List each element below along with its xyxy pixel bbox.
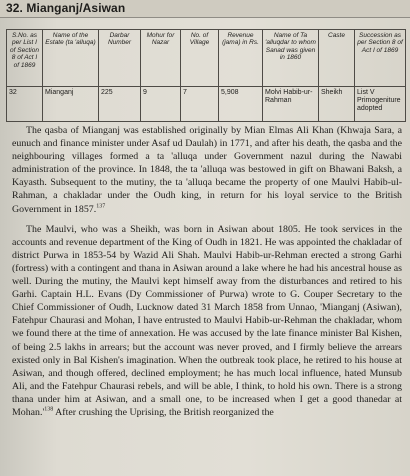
cell-taalluqdar: Molvi Habib-ur-Rahman: [263, 87, 319, 122]
cell-mohur: 9: [141, 87, 181, 122]
header-darbar: Darbar Number: [99, 30, 141, 87]
header-caste: Caste: [319, 30, 355, 87]
header-sno: S.No. as per List I of Section 8 of Act I of 1869: [7, 30, 43, 87]
header-estate: Name of the Estate (ta 'alluqa): [43, 30, 99, 87]
table-row: [7, 87, 406, 122]
paragraph-2-text: The Maulvi, who was a Sheikh, was born in Asiwan about 1805. He took services in the accounts and revenue department of the King of Oudh in 1821. He was appointed the chakladar of district Purwa in 1853-54 by Wazid Ali Shah. Maulvi Habib-ur-Rehman erected a strong Garhi (fortress) with a contingent and thana in Asiwan around a lake where he had his ancestral house as well. During the mutiny, the Maulvi kept himself away from the disturbances and retired to his Garhi. Captain H.L. Evans (Dy Commissioner of Purwa) wrote to G. Couper Secretary to the Chief Commissioner of Oudh, Lucknow dated 31 March 1858 from Unnao, 'Mianganj (Asiwan), Fatehpur Chaurasi and Mohan, I have entrusted to Maulvi Habib-ur-Rehman the chakladar, whom we found there at the time of annexation. He was accused by the late finance minister Bal Kishen, of being 2.5 lakhs in arrears; but the account was never proved, and I firmly believe the arrears existed only in Bal Kishen's imagination. When the outbreak took place, he retired to his house at Asiwan, and though offered, declined employment; he has much local influence, hated Munsub Ali, and the Fatehpur Chaurasi rebels, and will be able, I think, to hold his own. There is a strong thana under him at Asiwan, and a small one, to be increased when I get a good thanedar at Mohan.': [12, 223, 402, 418]
cell-darbar: 225: [99, 87, 141, 122]
paragraph-1-text: The qasba of Mianganj was established originally by Mian Elmas Ali Khan (Khwaja Sara, a eunuch and finance minister under Asaf ud Daulah) in 1771, and after his death, the qasba and the neighbouring villages formed a ta 'alluqa under Government nazul during the Nawabi administration of the province. In 1848, the ta 'alluqa was bestowed in gift on Bhawani Baksh, a Kayasth. Subsequent to the mutiny, the ta 'alluqa became the property of one Maulvi Habib-ul-Rahman, a chakladar under the Oudh king, in return for his loyal service to the British Government in 1857.: [12, 125, 402, 215]
header-mohur: Mohur for Nazar: [141, 30, 181, 87]
cell-village: 7: [181, 87, 219, 122]
paragraph-1: [12, 124, 402, 216]
section-title: 32. Mianganj/Asiwan: [6, 1, 126, 15]
table-header-row: [7, 30, 406, 87]
cell-sno: 32: [7, 87, 43, 122]
cell-revenue: 5,908: [219, 87, 263, 122]
body-text: [12, 124, 402, 426]
header-village: No. of Village: [181, 30, 219, 87]
footnote-138: 138: [44, 406, 54, 413]
header-revenue: Revenue (jama) in Rs.: [219, 30, 263, 87]
paragraph-2-tail: After crushing the Uprising, the British reorganized the: [53, 406, 274, 418]
estate-table: [6, 29, 406, 122]
cell-estate: Mianganj: [43, 87, 99, 122]
header-taalluqdar: Name of Ta 'alluqdar to whom Sanad was given in 1860: [263, 30, 319, 87]
header-succession: Succession as per Section 8 of Act I of 1869: [355, 30, 406, 87]
cell-caste: Sheikh: [319, 87, 355, 122]
paragraph-2: [12, 223, 402, 419]
section-header-bar: [0, 0, 410, 18]
footnote-137: 137: [96, 203, 106, 210]
cell-succession: List V Primogeniture adopted: [355, 87, 406, 122]
